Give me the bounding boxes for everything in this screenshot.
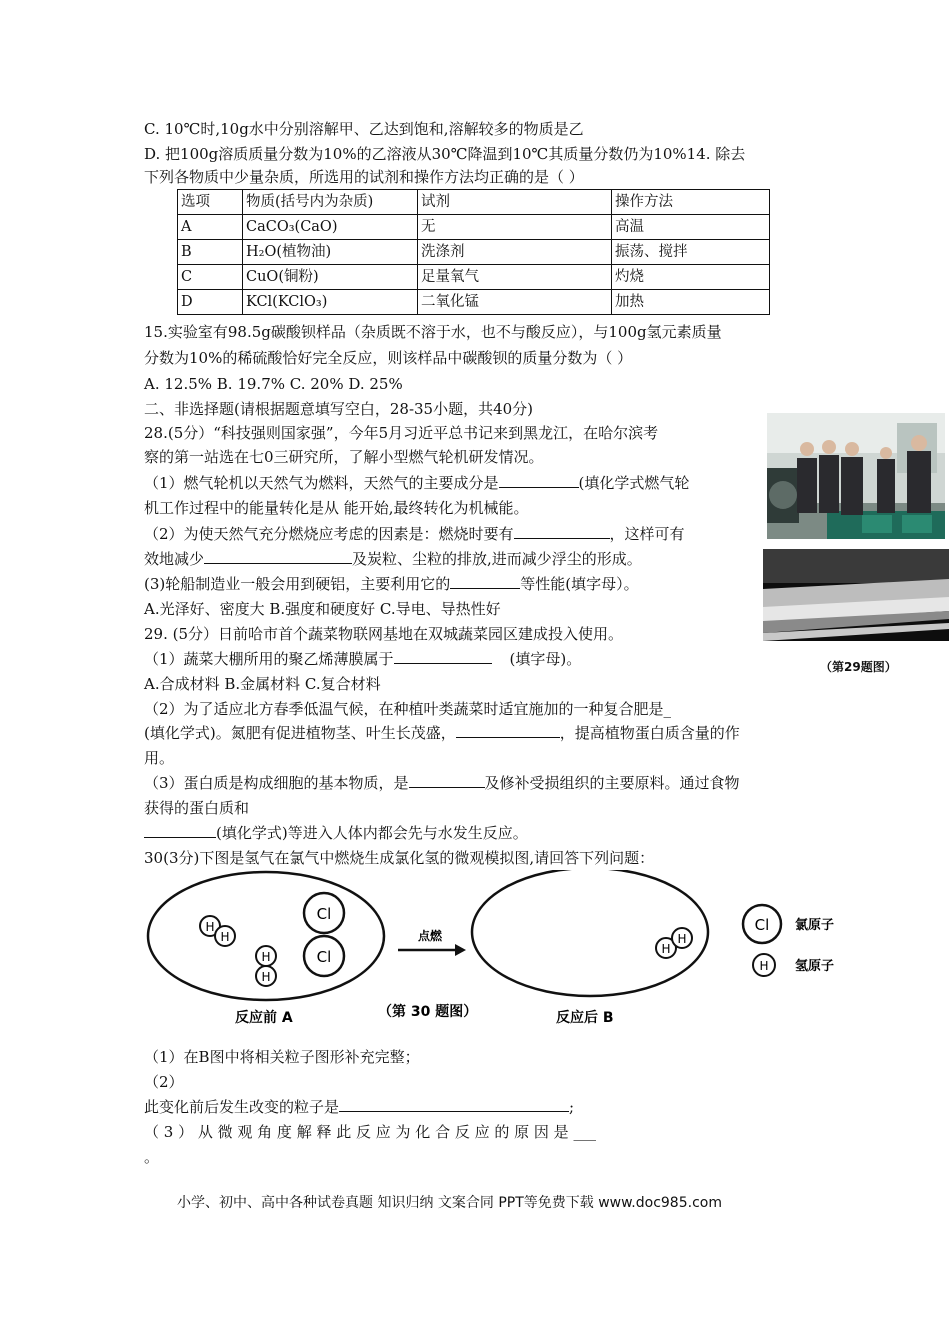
q29-text: (填化学式)。氮肥有促进植物茎、叶生长茂盛，	[144, 724, 456, 742]
cl-atom-label: Cl	[754, 916, 770, 934]
greenhouse-photo	[763, 549, 949, 655]
table-cell: 高温	[612, 215, 770, 240]
h-atom-label: H	[677, 932, 687, 946]
q29-line-5	[144, 723, 740, 743]
label-before: 反应前 A	[235, 1010, 293, 1026]
table-row	[178, 215, 770, 240]
answer-blank[interactable]	[456, 723, 560, 738]
q15-line-2: 分数为10%的稀硫酸恰好完全反应，则该样品中碳酸钡的质量分数为（ ）	[144, 349, 633, 367]
h-atom-label: H	[759, 959, 769, 973]
h2-molecule	[200, 916, 235, 946]
q28-line-3	[144, 473, 689, 493]
table-header-cell: 选项	[178, 190, 243, 215]
q28-text: ，这样可有	[609, 525, 685, 543]
answer-blank[interactable]	[144, 823, 216, 838]
q29-text: 及修补受损组织的主要原料。通过食物	[484, 774, 740, 792]
table-row	[178, 265, 770, 290]
section-heading: 二、非选择题(请根据题意填写空白，28-35小题，共40分)	[144, 400, 534, 418]
legend-cl-label: 氯原子	[795, 918, 835, 933]
q28-line-8: A.光泽好、密度大 B.强度和硬度好 C.导电、导热性好	[144, 600, 501, 618]
answer-blank[interactable]	[499, 473, 579, 488]
q29-line-6: 用。	[144, 749, 175, 767]
table-cell: D	[178, 290, 243, 315]
q30-line-6: 。	[144, 1148, 160, 1166]
table-cell: C	[178, 265, 243, 290]
table-header-cell: 试剂	[418, 190, 612, 215]
q29-line-4: （2）为了适应北方春季低温气候，在种植叶类蔬菜时适宜施加的一种复合肥是_	[144, 700, 672, 718]
q28-text: (填化学式燃气轮	[578, 474, 690, 492]
table-cell: 二氧化锰	[418, 290, 612, 315]
q29-line-7	[144, 773, 740, 793]
q13-option-c: C. 10℃时,10g水中分别溶解甲、乙达到饱和,溶解较多的物质是乙	[144, 120, 584, 138]
table-cell: 加热	[612, 290, 770, 315]
q29-line-2	[144, 649, 581, 669]
q30-line-4	[144, 1097, 574, 1117]
cl2-molecule	[304, 893, 344, 976]
h-atom-label: H	[220, 930, 230, 944]
q29-text: ，提高植物蛋白质含量的作	[559, 724, 740, 742]
q29-text: (填字母)。	[509, 650, 582, 668]
figure-29-caption: （第29题图）	[820, 660, 897, 674]
page-footer: 小学、初中、高中各种试卷真题 知识归纳 文案合同 PPT等免费下载 www.doc985.com	[177, 1195, 722, 1211]
q14-stem: 下列各物质中少量杂质，所选用的试剂和操作方法均正确的是（ ）	[144, 168, 584, 186]
q28-text: 等性能(填字母）。	[520, 575, 639, 593]
answer-blank[interactable]	[339, 1097, 569, 1112]
q30-line-1: 30(3分)下图是氢气在氯气中燃烧生成氯化氢的微观模拟图,请回答下列问题：	[144, 849, 655, 867]
q28-text: （1）燃气轮机以天然气为燃料，天然气的主要成分是	[144, 474, 499, 492]
h-atom-label: H	[661, 942, 671, 956]
label-after: 反应后 B	[556, 1010, 614, 1026]
answer-blank[interactable]	[514, 524, 610, 539]
q29-text: （1）蔬菜大棚所用的聚乙烯薄膜属于	[144, 650, 394, 668]
h2-molecule	[656, 928, 692, 958]
q30-line-2: （1）在B图中将相关粒子图形补充完整；	[144, 1048, 420, 1066]
table-cell: 振荡、搅拌	[612, 240, 770, 265]
q28-line-1: 28.(5分）“科技强则国家强”，今年5月习近平总书记来到黑龙江，在哈尔滨考	[144, 424, 659, 442]
reaction-diagram	[0, 870, 950, 1030]
q14-table	[177, 189, 770, 315]
q28-line-2: 察的第一站选在七0三研究所，了解小型燃气轮机研发情况。	[144, 448, 544, 466]
table-header-cell: 物质(括号内为杂质)	[243, 190, 418, 215]
h-atom-label: H	[205, 920, 215, 934]
q28-line-5	[144, 524, 685, 544]
table-cell: H₂O(植物油)	[243, 240, 418, 265]
table-cell: CuO(铜粉)	[243, 265, 418, 290]
answer-blank[interactable]	[409, 773, 485, 788]
legend-h-label: 氢原子	[795, 959, 835, 974]
q15-line-1: 15.实验室有98.5g碳酸钡样品（杂质既不溶于水，也不与酸反应），与100g氢元素质量	[144, 323, 722, 341]
arrow-head-icon	[455, 944, 466, 956]
table-row	[178, 240, 770, 265]
q29-text: （3）蛋白质是构成细胞的基本物质，是	[144, 774, 409, 792]
legend	[743, 905, 834, 976]
table-row	[178, 290, 770, 315]
q15-choices: A. 12.5% B. 19.7% C. 20% D. 25%	[144, 375, 403, 393]
q13-option-d: D. 把100g溶质质量分数为10%的乙溶液从30℃降温到10℃其质量分数仍为10%14. 除去	[144, 145, 746, 163]
h-atom-label: H	[261, 970, 271, 984]
q28-text: 效地减少	[144, 550, 205, 568]
q30-line-3: （2）	[144, 1073, 184, 1091]
table-cell: 洗涤剂	[418, 240, 612, 265]
table-cell: KCl(KClO₃)	[243, 290, 418, 315]
table-header-cell: 操作方法	[612, 190, 770, 215]
answer-blank[interactable]	[394, 649, 492, 664]
q28-text: (3)轮船制造业一般会用到硬铝，主要利用它的	[144, 575, 451, 593]
q29-line-3: A.合成材料 B.金属材料 C.复合材料	[144, 675, 381, 693]
table-cell: CaCO₃(CaO)	[243, 215, 418, 240]
answer-blank[interactable]	[204, 549, 352, 564]
q28-line-4: 机工作过程中的能量转化是从 能开始,最终转化为机械能。	[144, 499, 529, 517]
meeting-photo	[767, 413, 945, 539]
q29-text: (填化学式)等进入人体内都会先与水发生反应。	[216, 824, 528, 842]
table-cell: 无	[418, 215, 612, 240]
answer-blank[interactable]	[450, 574, 520, 589]
arrow-label: 点燃	[417, 929, 443, 943]
cl-atom-label: Cl	[316, 905, 332, 923]
table-cell: 足量氧气	[418, 265, 612, 290]
q30-text: 此变化前后发生改变的粒子是	[144, 1098, 340, 1116]
q29-line-8: 获得的蛋白质和	[144, 799, 250, 817]
q28-text: （2）为使天然气充分燃烧应考虑的因素是：燃烧时要有	[144, 525, 514, 543]
table-cell: A	[178, 215, 243, 240]
q30-line-5: （ 3 ） 从 微 观 角 度 解 释 此 反 应 为 化 合 反 应 的 原 因 是 ___	[144, 1123, 596, 1141]
q30-text: ;	[569, 1098, 575, 1116]
q28-line-7	[144, 574, 639, 594]
q28-text: 及炭粒、尘粒的排放,进而减少浮尘的形成。	[352, 550, 642, 568]
table-cell: B	[178, 240, 243, 265]
table-header-row	[178, 190, 770, 215]
q29-line-9	[144, 823, 528, 843]
q28-line-6	[144, 549, 642, 569]
figure-30-caption: （第 30 题图）	[378, 1004, 478, 1020]
table-cell: 灼烧	[612, 265, 770, 290]
cl-atom-label: Cl	[316, 948, 332, 966]
q29-line-1: 29. (5分）日前哈市首个蔬菜物联网基地在双城蔬菜园区建成投入使用。	[144, 625, 624, 643]
h2-molecule	[256, 946, 276, 986]
h-atom-label: H	[261, 950, 271, 964]
